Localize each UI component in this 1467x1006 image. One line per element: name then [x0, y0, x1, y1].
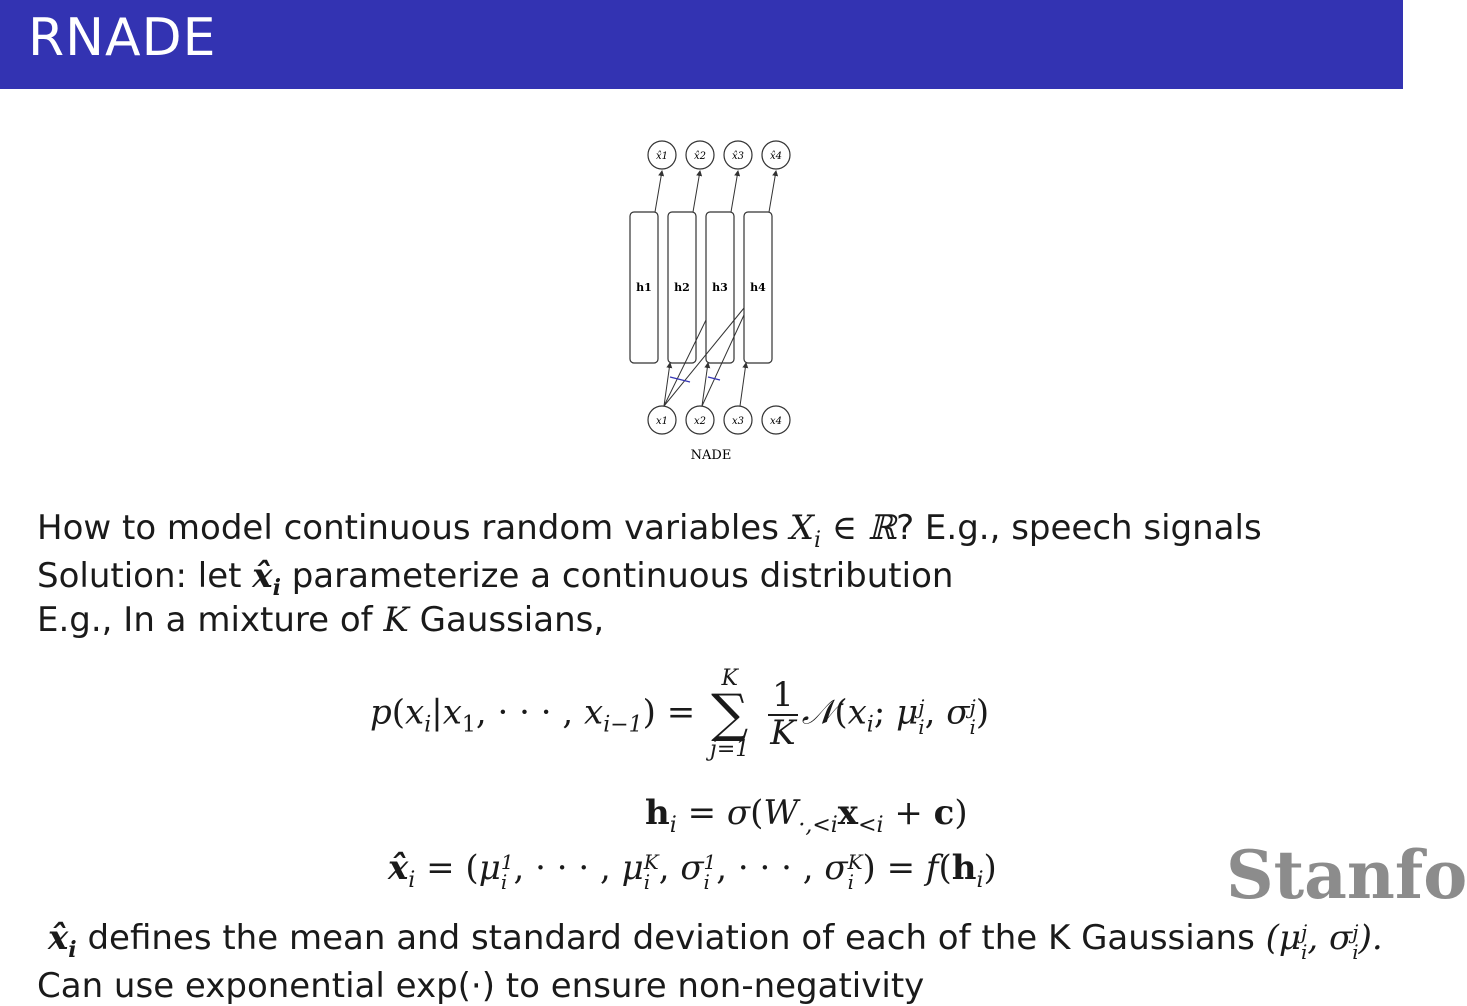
- output-label-4: x̂4: [769, 151, 783, 162]
- hidden-label-4: h4: [750, 281, 766, 294]
- output-label-2: x̂2: [693, 151, 707, 162]
- output-arrows: [655, 171, 776, 212]
- input-label-1: x1: [655, 416, 669, 427]
- stanford-watermark: Stanfo: [1226, 836, 1467, 914]
- body-line-5: Can use exponential exp(·) to ensure non-negativity: [37, 966, 925, 1006]
- equation-hidden: $h_i = \sigma(W_{\cdot,<i}x_{<i} + c)$: [645, 793, 968, 838]
- math-xi-in-r: $X_i$ ∈ ℝ: [789, 508, 897, 553]
- input-nodes: [648, 406, 790, 434]
- slide-title: RNADE: [28, 8, 217, 68]
- math-xhat-i-2: $x̂_i$: [48, 918, 77, 963]
- math-mu-sigma: (μ j i , σ j i ).: [1265, 918, 1383, 964]
- nade-diagram: [600, 130, 820, 475]
- diagram-caption: NADE: [690, 448, 732, 463]
- input-label-3: x3: [731, 416, 745, 427]
- body-line-2: Solution: let $x̂_i$ parameterize a continuous distribution: [37, 556, 954, 601]
- hidden-label-2: h2: [674, 281, 690, 294]
- body-line-1: How to model continuous random variables $X_i$ ∈ ℝ? E.g., speech signals: [37, 508, 1262, 553]
- equation-mixture: $p(x_i|x_1$, · · · , $x_{i-1}$) = K ∑ j=1 $\frac{1}{K}$ $𝒩(x_i$; μ j i , σ j i ): [370, 666, 990, 763]
- output-nodes: [648, 141, 790, 169]
- input-label-2: x2: [693, 416, 707, 427]
- hidden-layers: [630, 212, 772, 363]
- equation-params: $x̂_i = (\mu$ 1 i , · · · , μ K i , σ 1 i , · · · , σ K i ) = $f(h_i)$: [388, 848, 997, 894]
- slide-header: [0, 0, 1403, 89]
- body-line-4: $x̂_i$ defines the mean and standard deviation of each of the K Gaussians (μ j i , σ j i ).: [48, 918, 1383, 964]
- input-label-4: x4: [769, 416, 783, 427]
- hidden-label-3: h3: [712, 281, 728, 294]
- math-k: K: [383, 600, 409, 640]
- output-label-1: x̂1: [655, 151, 669, 162]
- hidden-label-1: h1: [636, 281, 652, 294]
- output-label-3: x̂3: [731, 151, 745, 162]
- math-xhat-i: $x̂_i$: [252, 556, 281, 601]
- body-line-3: E.g., In a mixture of K Gaussians,: [37, 600, 605, 640]
